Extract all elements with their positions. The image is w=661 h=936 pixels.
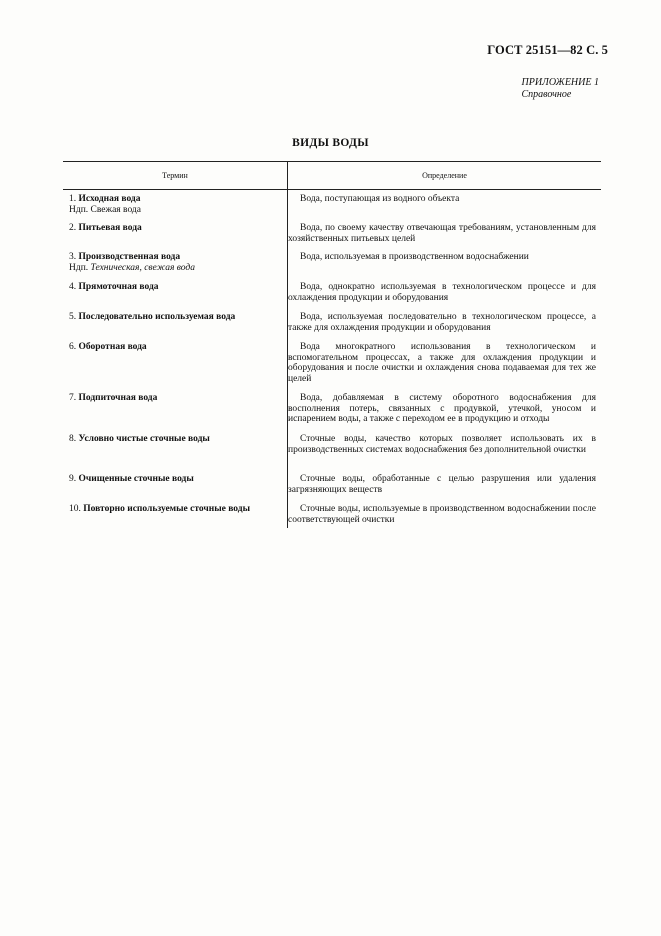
definition-cell: Вода, однократно используемая в технологическом процессе и для охлаждения продукции и оборудования (288, 282, 596, 303)
term-name: Исходная вода (78, 194, 141, 204)
table-header (63, 161, 601, 190)
term-name: Прямоточная вода (78, 282, 159, 292)
terms-table (63, 161, 601, 525)
appendix-label (522, 77, 600, 101)
term-number: 1. (69, 194, 77, 204)
definition-cell: Вода, используемая последовательно в технологическом процессе, а также для охлаждения продукции и оборудования (288, 312, 596, 333)
term-cell (69, 282, 281, 293)
definition-cell: Вода, поступающая из водного объекта (300, 194, 460, 204)
ndp-synonym: Свежая вода (90, 204, 141, 215)
term-name: Очищенные сточные воды (78, 474, 194, 484)
term-name: Производственная вода (78, 252, 181, 262)
term-name: Питьевая вода (78, 223, 142, 233)
ndp-prefix: Ндп. (69, 204, 89, 215)
ndp-prefix: Ндп. (69, 262, 89, 273)
term-non-recommended (69, 263, 281, 274)
definition-cell: Сточные воды, обработанные с целью разрушения или удаления загрязняющих веществ (288, 474, 596, 495)
appendix-number: ПРИЛОЖЕНИЕ 1 (521, 77, 599, 88)
term-number: 10. (69, 504, 81, 514)
column-header-term: Термин (162, 171, 188, 180)
term-number: 9. (69, 474, 77, 484)
term-number: 5. (69, 312, 77, 322)
term-cell (69, 194, 281, 215)
term-cell (69, 393, 281, 404)
definition-cell: Вода, добавляемая в систему оборотного водоснабжения для восполнения потерь, связанных с продувкой, утечкой, уносом и испарением воды, а также с переходом ее в продукцию и отходы (288, 393, 596, 425)
term-name: Последовательно используемая вода (78, 312, 236, 322)
term-number: 8. (69, 434, 77, 444)
definition-cell: Сточные воды, используемые в производственном водоснабжении после соответствующей очистки (288, 504, 596, 525)
term-cell (69, 474, 281, 485)
definition-cell: Вода, по своему качеству отвечающая требованиям, установленным для хозяйственных питьевых целей (288, 223, 596, 244)
term-cell (69, 252, 281, 273)
definition-cell: Сточные воды, качество которых позволяет использовать их в производственных системах водоснабжения без дополнительной очистки (288, 434, 596, 455)
term-number: 3. (69, 252, 77, 262)
term-number: 7. (69, 393, 77, 403)
document-title: ВИДЫ ВОДЫ (292, 137, 369, 149)
term-cell (69, 223, 281, 234)
term-cell (69, 342, 281, 353)
term-cell (69, 434, 281, 445)
appendix-type: Справочное (521, 89, 572, 100)
term-name: Условно чистые сточные воды (78, 434, 210, 444)
term-number: 6. (69, 342, 77, 352)
term-cell (69, 312, 281, 323)
column-header-definition: Определение (422, 171, 467, 180)
term-name: Повторно используемые сточные воды (83, 504, 251, 514)
term-non-recommended (69, 205, 281, 216)
term-name: Подпиточная вода (78, 393, 158, 403)
term-name: Оборотная вода (78, 342, 147, 352)
ndp-synonym: Техническая, свежая вода (90, 262, 195, 273)
page-header: ГОСТ 25151—82 С. 5 (487, 43, 608, 57)
term-number: 4. (69, 282, 77, 292)
term-cell (69, 504, 281, 515)
definition-cell: Вода, используемая в производственном водоснабжении (300, 252, 529, 262)
term-number: 2. (69, 223, 77, 233)
definition-cell: Вода многократного использования в технологическом и вспомогательном процессах, а также для охлаждения продукции и оборудования и после очистки и охлаждения снова подаваемая для тех же целей (288, 342, 596, 384)
